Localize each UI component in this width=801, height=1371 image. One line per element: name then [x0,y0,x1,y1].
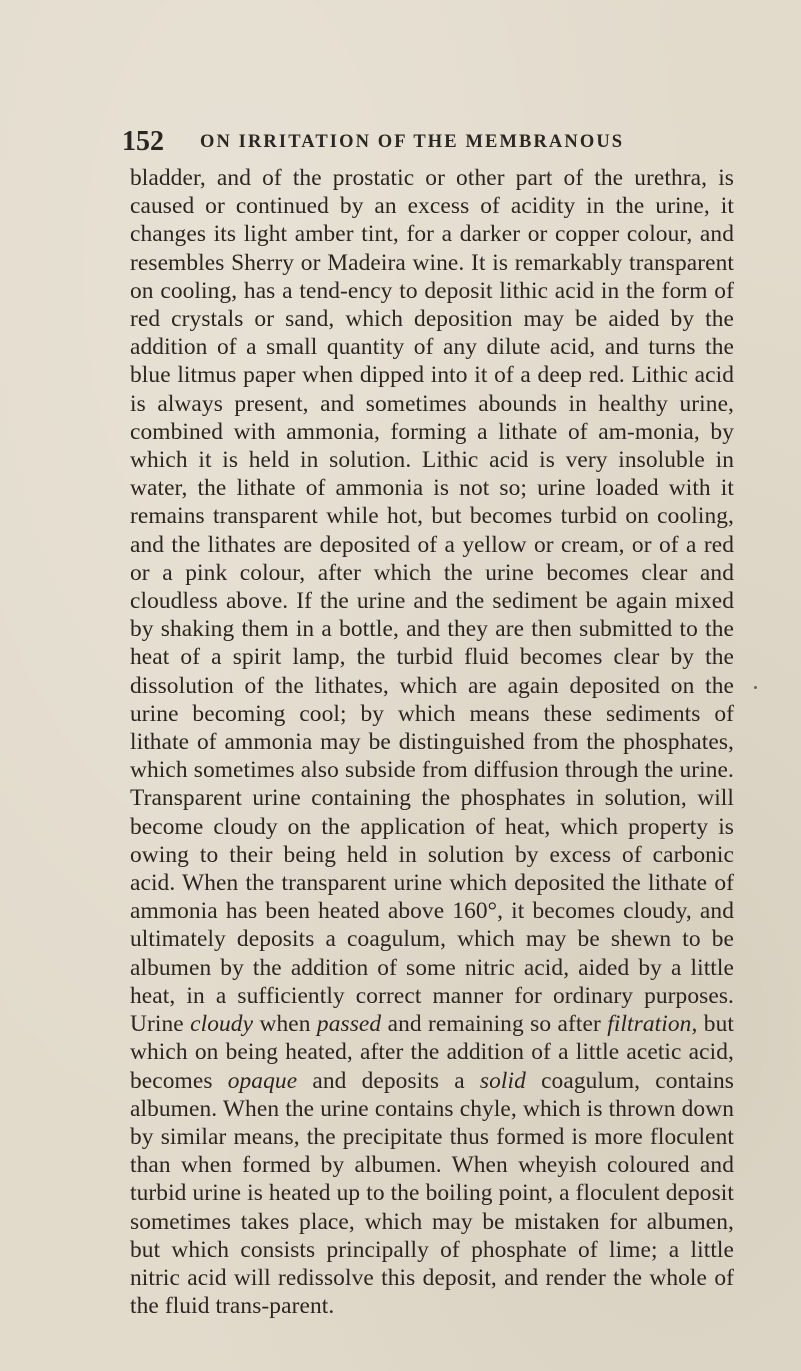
italic-term: cloudy [190,1011,254,1038]
text-segment: when [253,1011,317,1038]
italic-term: filtration, [607,1011,698,1038]
text-segment: and deposits a [297,1067,480,1094]
page-number: 152 [122,126,164,157]
italic-term: solid [479,1067,526,1094]
running-title: ON IRRITATION OF THE MEMBRANOUS [200,132,625,152]
scan-speck [754,686,757,689]
italic-term: passed [316,1011,382,1038]
text-segment: and remaining so after [381,1011,608,1038]
body-text [130,164,734,1320]
text-segment: bladder, and of the prostatic or other part of the urethra, is caused or continued by an excess of acidity in the urine, it changes its light amber tint, for a darker or copper colour, and resembles Sherry or Madeira wine. It is remarkably transparent on cooling, has a tend-ency to deposit lithic acid in the form of red crystals or sand, which deposition may be aided by the addition of a small quantity of any dilute acid, and turns the blue litmus paper when dipped into it of a deep red. Lithic acid is always present, and sometimes abounds in healthy urine, combined with ammonia, forming a lithate of am-monia, by which it is held in solution. Lithic acid is very insoluble in water, the lithate of ammonia is not so; urine loaded with it remains transparent while hot, but becomes turbid on cooling, and the lithates are deposited of a yellow or cream, or of a red or a pink colour, after which the urine becomes clear and cloudless above. If the urine and the sediment be again mixed by shaking them in a bottle, and they are then submitted to the heat of a spirit lamp, the turbid fluid becomes clear by the dissolution of the lithates, which are again deposited on the urine becoming cool; by which means these sediments of lithate of ammonia may be distinguished from the phosphates, which sometimes also subside from diffusion through the urine. Transparent urine containing the phosphates in solution, will become cloudy on the application of heat, which property is owing to their being held in solution by excess of carbonic acid. When the transparent urine which deposited the lithate of ammonia has been heated above 160°, it becomes cloudy, and ultimately deposits a coagulum, which may be shewn to be albumen by the addition of some nitric acid, aided by a little heat, in a sufficiently correct manner for ordinary purposes. Urine [130,165,734,1038]
text-segment: but which on being heated, after the addition of a little acetic acid, becomes [130,1011,734,1094]
text-segment: coagulum, contains albumen. When the urine contains chyle, which is thrown down by similar means, the precipitate thus formed is more floculent than when formed by albumen. When wheyish coloured and turbid urine is heated up to the boiling point, a floculent deposit sometimes takes place, which may be mistaken for albumen, but which consists principally of phosphate of lime; a little nitric acid will redissolve this deposit, and render the whole of the fluid trans-parent. [130,1067,734,1320]
running-head [122,126,722,156]
paragraph [130,164,734,1320]
italic-term: opaque [227,1067,298,1094]
